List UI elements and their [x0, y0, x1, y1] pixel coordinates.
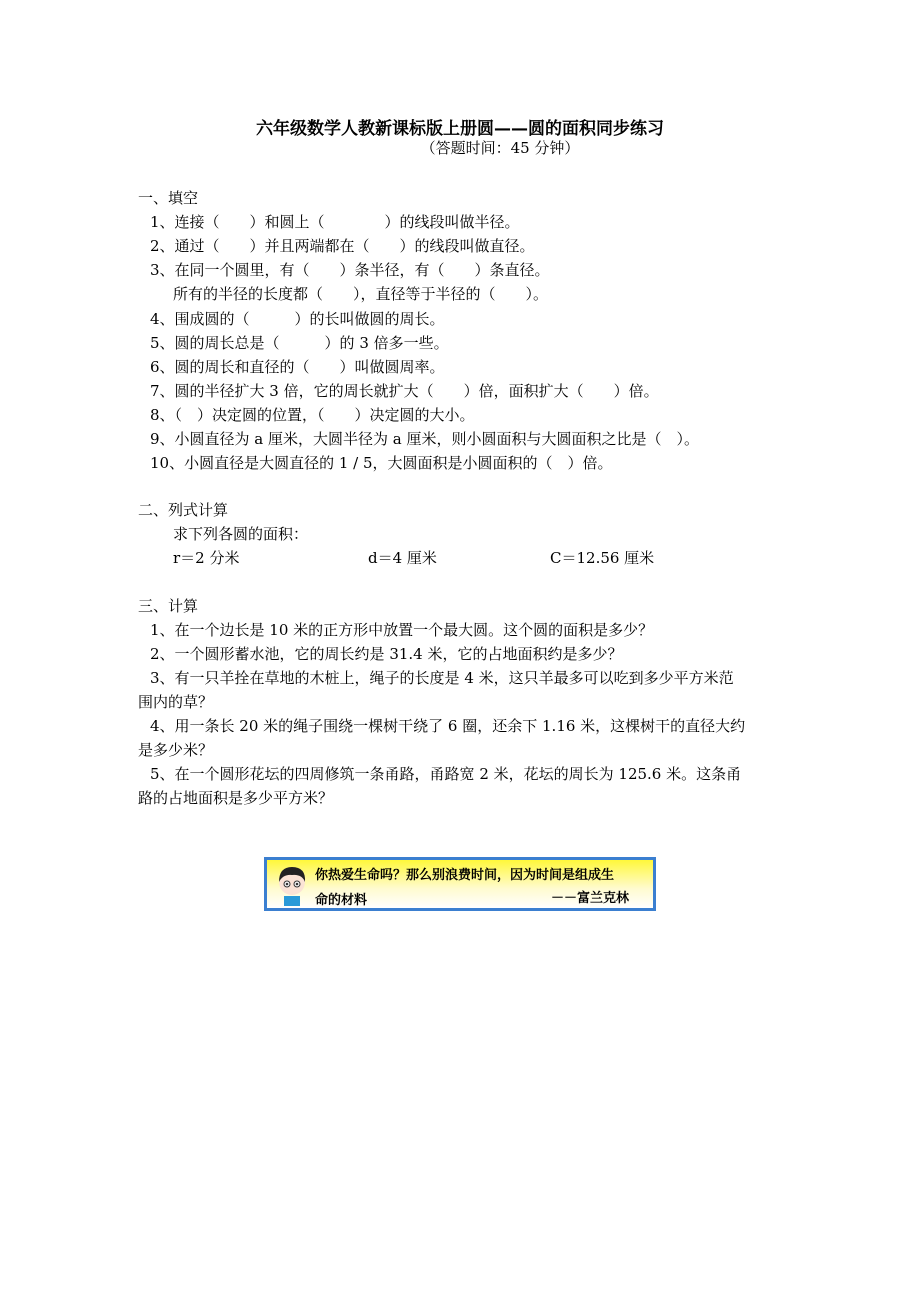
question-line: 2、通过（ ）并且两端都在（ ）的线段叫做直径。: [150, 237, 535, 255]
question-line: 8、（ ）决定圆的位置，（ ）决定圆的大小。: [150, 406, 475, 424]
section2-heading: 二、列式计算: [138, 501, 229, 519]
page-title: 六年级数学人教新课标版上册圆——圆的面积同步练习: [256, 119, 664, 139]
time-limit: （答题时间：45 分钟）: [420, 139, 580, 157]
calc-item: d＝4 厘米: [368, 549, 437, 567]
problem-line: 围内的草？: [138, 693, 214, 711]
quote-line-1: 你热爱生命吗？那么别浪费时间，因为时间是组成生: [315, 868, 615, 883]
problem-line: 4、用一条长 20 米的绳子围绕一棵树干绕了 6 圈，还余下 1.16 米，这棵树干的直径大约: [150, 717, 746, 735]
problem-line: 1、在一个边长是 10 米的正方形中放置一个最大圆。这个圆的面积是多少？: [150, 621, 654, 639]
question-line: 3、在同一个圆里，有（ ）条半径，有（ ）条直径。: [150, 261, 550, 279]
problem-line: 2、一个圆形蓄水池，它的周长约是 31.4 米，它的占地面积约是多少？: [150, 645, 623, 663]
cartoon-boy-icon: [275, 864, 309, 906]
calc-item: r＝2 分米: [173, 549, 240, 567]
question-line: 6、圆的周长和直径的（ ）叫做圆周率。: [150, 358, 445, 376]
question-line: 10、小圆直径是大圆直径的 1 / 5，大圆面积是小圆面积的（ ）倍。: [150, 454, 613, 472]
question-line: 所有的半径的长度都（ ），直径等于半径的（ ）。: [158, 285, 549, 303]
section1-heading: 一、填空: [138, 189, 199, 207]
question-line: 5、圆的周长总是（ ）的 3 倍多一些。: [150, 334, 449, 352]
problem-line: 5、在一个圆形花坛的四周修筑一条甬路，甬路宽 2 米，花坛的周长为 125.6 米。这条甬: [150, 765, 742, 783]
quote-line-2: 命的材料: [315, 893, 368, 908]
problem-line: 是多少米？: [138, 741, 214, 759]
quote-banner: [264, 857, 656, 911]
question-line: 4、围成圆的（ ）的长叫做圆的周长。: [150, 310, 445, 328]
problem-line: 路的占地面积是多少平方米？: [138, 789, 334, 807]
question-line: 7、圆的半径扩大 3 倍，它的周长就扩大（ ）倍，面积扩大（ ）倍。: [150, 382, 659, 400]
quote-author: －－富兰克林: [551, 891, 630, 906]
section2-prompt: 求下列各圆的面积：: [173, 525, 309, 543]
section3-heading: 三、计算: [138, 597, 199, 615]
problem-line: 3、有一只羊拴在草地的木桩上，绳子的长度是 4 米，这只羊最多可以吃到多少平方米范: [150, 669, 734, 687]
question-line: 1、连接（ ）和圆上（ ）的线段叫做半径。: [150, 213, 520, 231]
question-line: 9、小圆直径为 a 厘米，大圆半径为 a 厘米，则小圆面积与大圆面积之比是（ ）。: [150, 430, 700, 448]
calc-item: C＝12.56 厘米: [550, 549, 655, 567]
